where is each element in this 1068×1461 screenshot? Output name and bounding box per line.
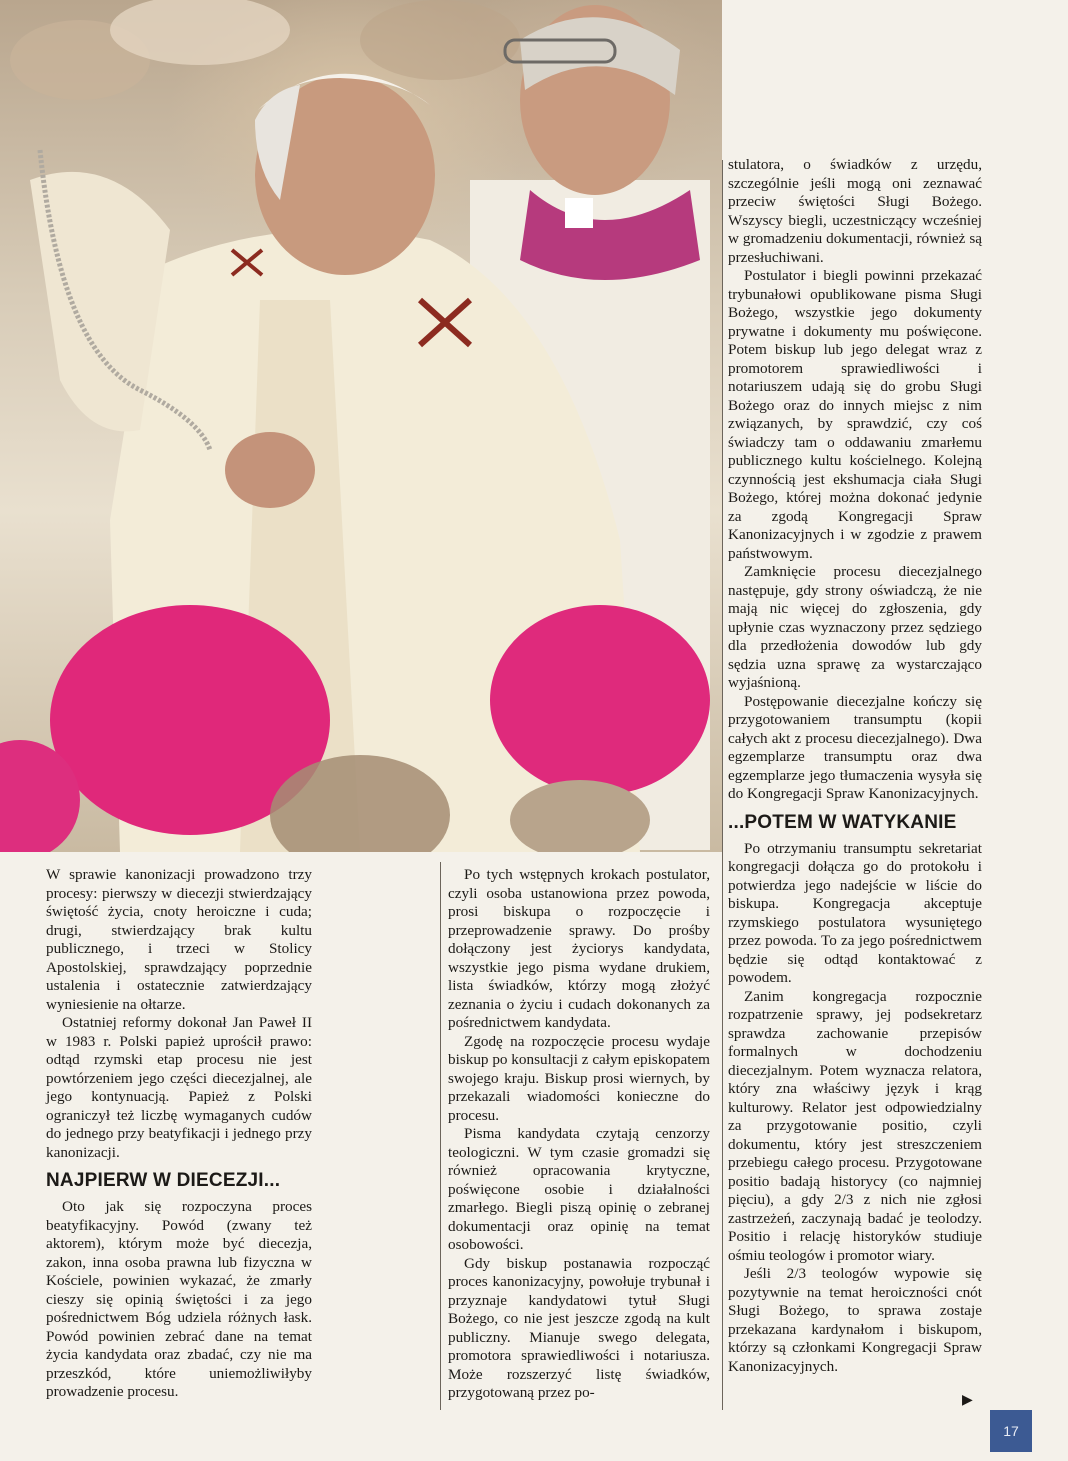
photo-illustration [0,0,722,852]
continue-arrow-icon: ▶ [962,1392,973,1408]
section-heading-diocese: NAJPIERW W DIECEZJI... [46,1170,281,1191]
column-left [46,866,312,1402]
paragraph: Jeśli 2/3 teologów wypowie się pozytywnie na temat heroiczności cnót Sługi Bożego, to sprawa zostaje przekazana kardynałom i biskupom, którzy są członkami Kongregacji Spraw Kanonizacyjnych. [728,1265,982,1375]
paragraph: Gdy biskup postanawia rozpocząć proces kanonizacyjny, powołuje trybunał i przyznaje kandydatowi tytuł Sługi Bożego, co nie jest jeszcze zgodą na kult publiczny. Mianuje swego delegata, promotora sprawiedliwości i notariusza. Może rozszerzyć listę świadków, przygotowaną przez po- [448,1254,710,1401]
paragraph: Zanim kongregacja rozpocznie rozpatrzenie sprawy, jej podsekretarz sprawdza zachowanie przepisów formalnych w dochodzeniu diecezjalnym. Potem wyznacza relatora, który zna właściwy język i krąg kulturowy. Relator jest odpowiedzialny za przygotowanie positio, czyli dokumentu, który jest streszczeniem przebiegu całego procesu. Przygotowane positio badają historycy (co najmniej pięciu), a gdy 2/3 z nich nie zgłosi zastrzeżeń, zaczynają badać je teolodzy. Positio i relację historyków studiuje ośmiu teologów i promotor wiary. [728,987,982,1264]
page-number: 17 [990,1410,1032,1452]
paragraph: Zgodę na rozpoczęcie procesu wydaje biskup po konsultacji z całym episkopatem swojego kraju. Biskup prosi wiernych, by przekazali wiadomości konieczne do procesu. [448,1032,710,1124]
section-heading-vatican: ...POTEM W WATYKANIE [728,811,957,833]
paragraph: Pisma kandydata czytają cenzorzy teologiczni. W tym czasie gromadzi się również opracowania krytyczne, poświęcone osobie i działalności zmarłego. Biegli piszą opinię o zebranej dokumentacji oraz opinię na temat osobowości. [448,1125,710,1253]
paragraph: Oto jak się rozpoczyna proces beatyfikacyjny. Powód (zwany też aktorem), którym może być diecezja, zakon, inna osoba prawna lub fizyczna w Kościele, powinien wykazać, że zmarły cieszy się opinią świętości i za jego pośrednictwem Bóg udziela różnych łask. Powód powinien zebrać dane na temat życia kandydata oraz zbadać, czy nie ma przeszkód, które uniemożliwiłyby prowadzenie procesu. [46,1198,312,1400]
column-divider [440,862,441,1410]
cover-photo [0,0,722,852]
biretta-right [490,605,710,795]
column-divider [722,160,723,1410]
paragraph: W sprawie kanonizacji prowadzono trzy procesy: pierwszy w diecezji stwierdzający świętość życia, cnoty heroiczne i cuda; drugi, stwierdzający brak kultu publicznego, i trzeci w Stolicy Apostolskiej, sprawdzający poprzednie ustalenia i ostatecznie zatwierdzający wyniesienie na ołtarze. [46,866,312,1013]
column-right-top [728,156,982,1376]
paragraph: Postępowanie diecezjalne kończy się przygotowaniem transumptu (kopii całych akt z procesu diecezjalnego). Dwa egzemplarze transumptu oraz dwa egzemplarze jego tłumaczenia wysyła się do Kongregacji Spraw Kanonizacyjnych. [728,692,982,802]
paragraph: Po otrzymaniu transumptu sekretariat kongregacji dołącza go do protokołu i potwierdza jego nadejście w liście do biskupa. Kongregacja akceptuje rzymskiego postulatora wysuniętego przez powoda. To za jego pośrednictwem będzie się odtąd kontaktować z powodem. [728,839,982,986]
column-middle [448,866,710,1403]
paragraph: stulatora, o świadków z urzędu, szczególnie jeśli mogą oni zeznawać przeciw świętości Sługi Bożego. Wszyscy biegli, uczestniczący wcześniej w gromadzeniu dokumentacji, również są przesłuchiwani. [728,156,982,266]
paragraph: Zamknięcie procesu diecezjalnego następuje, gdy strony oświadczą, że nie mają nic więcej do zgłoszenia, gdy upłynie czas wyznaczony przez sędziego dla przedłożenia dowodów lub gdy sędzia uzna sprawę za wystarczająco wyjaśnioną. [728,563,982,691]
paragraph: Postulator i biegli powinni przekazać trybunałowi opublikowane pisma Sługi Bożego, wszystkie jego dokumenty prywatne i dokumenty mu poświęcone. Potem biskup lub jego delegat wraz z promotorem sprawiedliwości i notariuszem udają się do grobu Sługi Bożego oraz do innych miejsc z nim związanych, by sprawdzić, czy coś świadczy tam o oddawaniu zmarłemu publicznego kultu kościelnego. Kolejną czynnością jest ekshumacja ciała Sługi Bożego, której można dokonać jedynie za zgodą Kongregacji Spraw Kanonizacyjnych i w zgodzie z prawem państwowym. [728,267,982,562]
paragraph: Ostatniej reformy dokonał Jan Paweł II w 1983 r. Polski papież uprościł prawo: odtąd rzymski etap procesu nie jest powtórzeniem jego części diecezjalnej, ale jego kontynuacją. Papież z Polski ograniczył też liczbę wymaganych cudów do jednego przy beatyfikacji i jednego przy kanonizacji. [46,1014,312,1161]
paragraph: Po tych wstępnych krokach postulator, czyli osoba ustanowiona przez powoda, prosi biskupa o rozpoczęcie i przeprowadzenie sprawy. Do prośby dołączony jest życiorys kandydata, wszystkie jego pisma wydane drukiem, lista świadków, którzy mogą złożyć zeznania o życiu i cudach dokonanych za pośrednictwem kandydata. [448,866,710,1031]
